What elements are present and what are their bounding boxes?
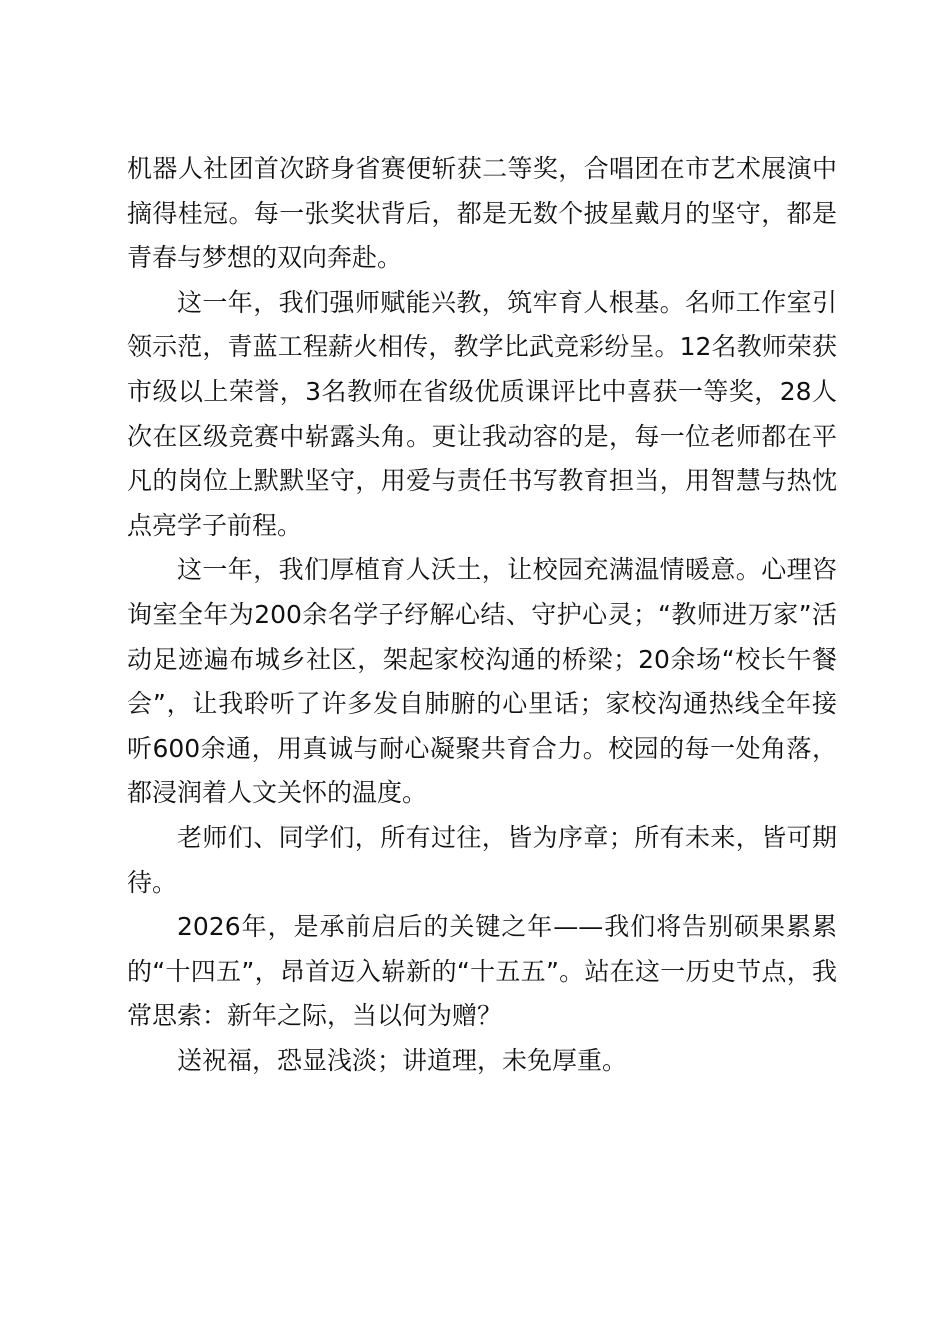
paragraph-1: 机器人社团首次跻身省赛便斩获二等奖，合唱团在市艺术展演中摘得桂冠。每一张奖状背后，都是无数个披星戴月的坚守，都是青春与梦想的双向奔赴。: [127, 154, 837, 273]
paragraph-4: 老师们、同学们，所有过往，皆为序章；所有未来，皆可期待。: [127, 822, 837, 897]
paragraph-6: 送祝福，恐显浅淡；讲道理，未免厚重。: [177, 1045, 628, 1075]
paragraph-3: 这一年，我们厚植育人沃土，让校园充满温情暖意。心理咨询室全年为200余名学子纾解心结、守护心灵；“教师进万家”活动足迹遍布城乡社区，架起家校沟通的桥梁；20余场“校长午餐会”，让我聆听了许多发自肺腑的心里话；家校沟通热线全年接听600余通，用真诚与耐心凝聚共育合力。校园的每一处角落，都浸润着人文关怀的温度。: [127, 555, 837, 808]
document-body: [127, 147, 837, 1083]
paragraph-2: 这一年，我们强师赋能兴教，筑牢育人根基。名师工作室引领示范，青蓝工程薪火相传，教学比武竞彩纷呈。12名教师荣获市级以上荣誉，3名教师在省级优质课评比中喜获一等奖，28人次在区级竞赛中崭露头角。更让我动容的是，每一位老师都在平凡的岗位上默默坚守，用爱与责任书写教育担当，用智慧与热忱点亮学子前程。: [127, 287, 837, 540]
paragraph-5: 2026年，是承前启后的关键之年——我们将告别硕果累累的“十四五”，昂首迈入崭新的“十五五”。站在这一历史节点，我常思索：新年之际，当以何为赠？: [127, 912, 837, 1031]
